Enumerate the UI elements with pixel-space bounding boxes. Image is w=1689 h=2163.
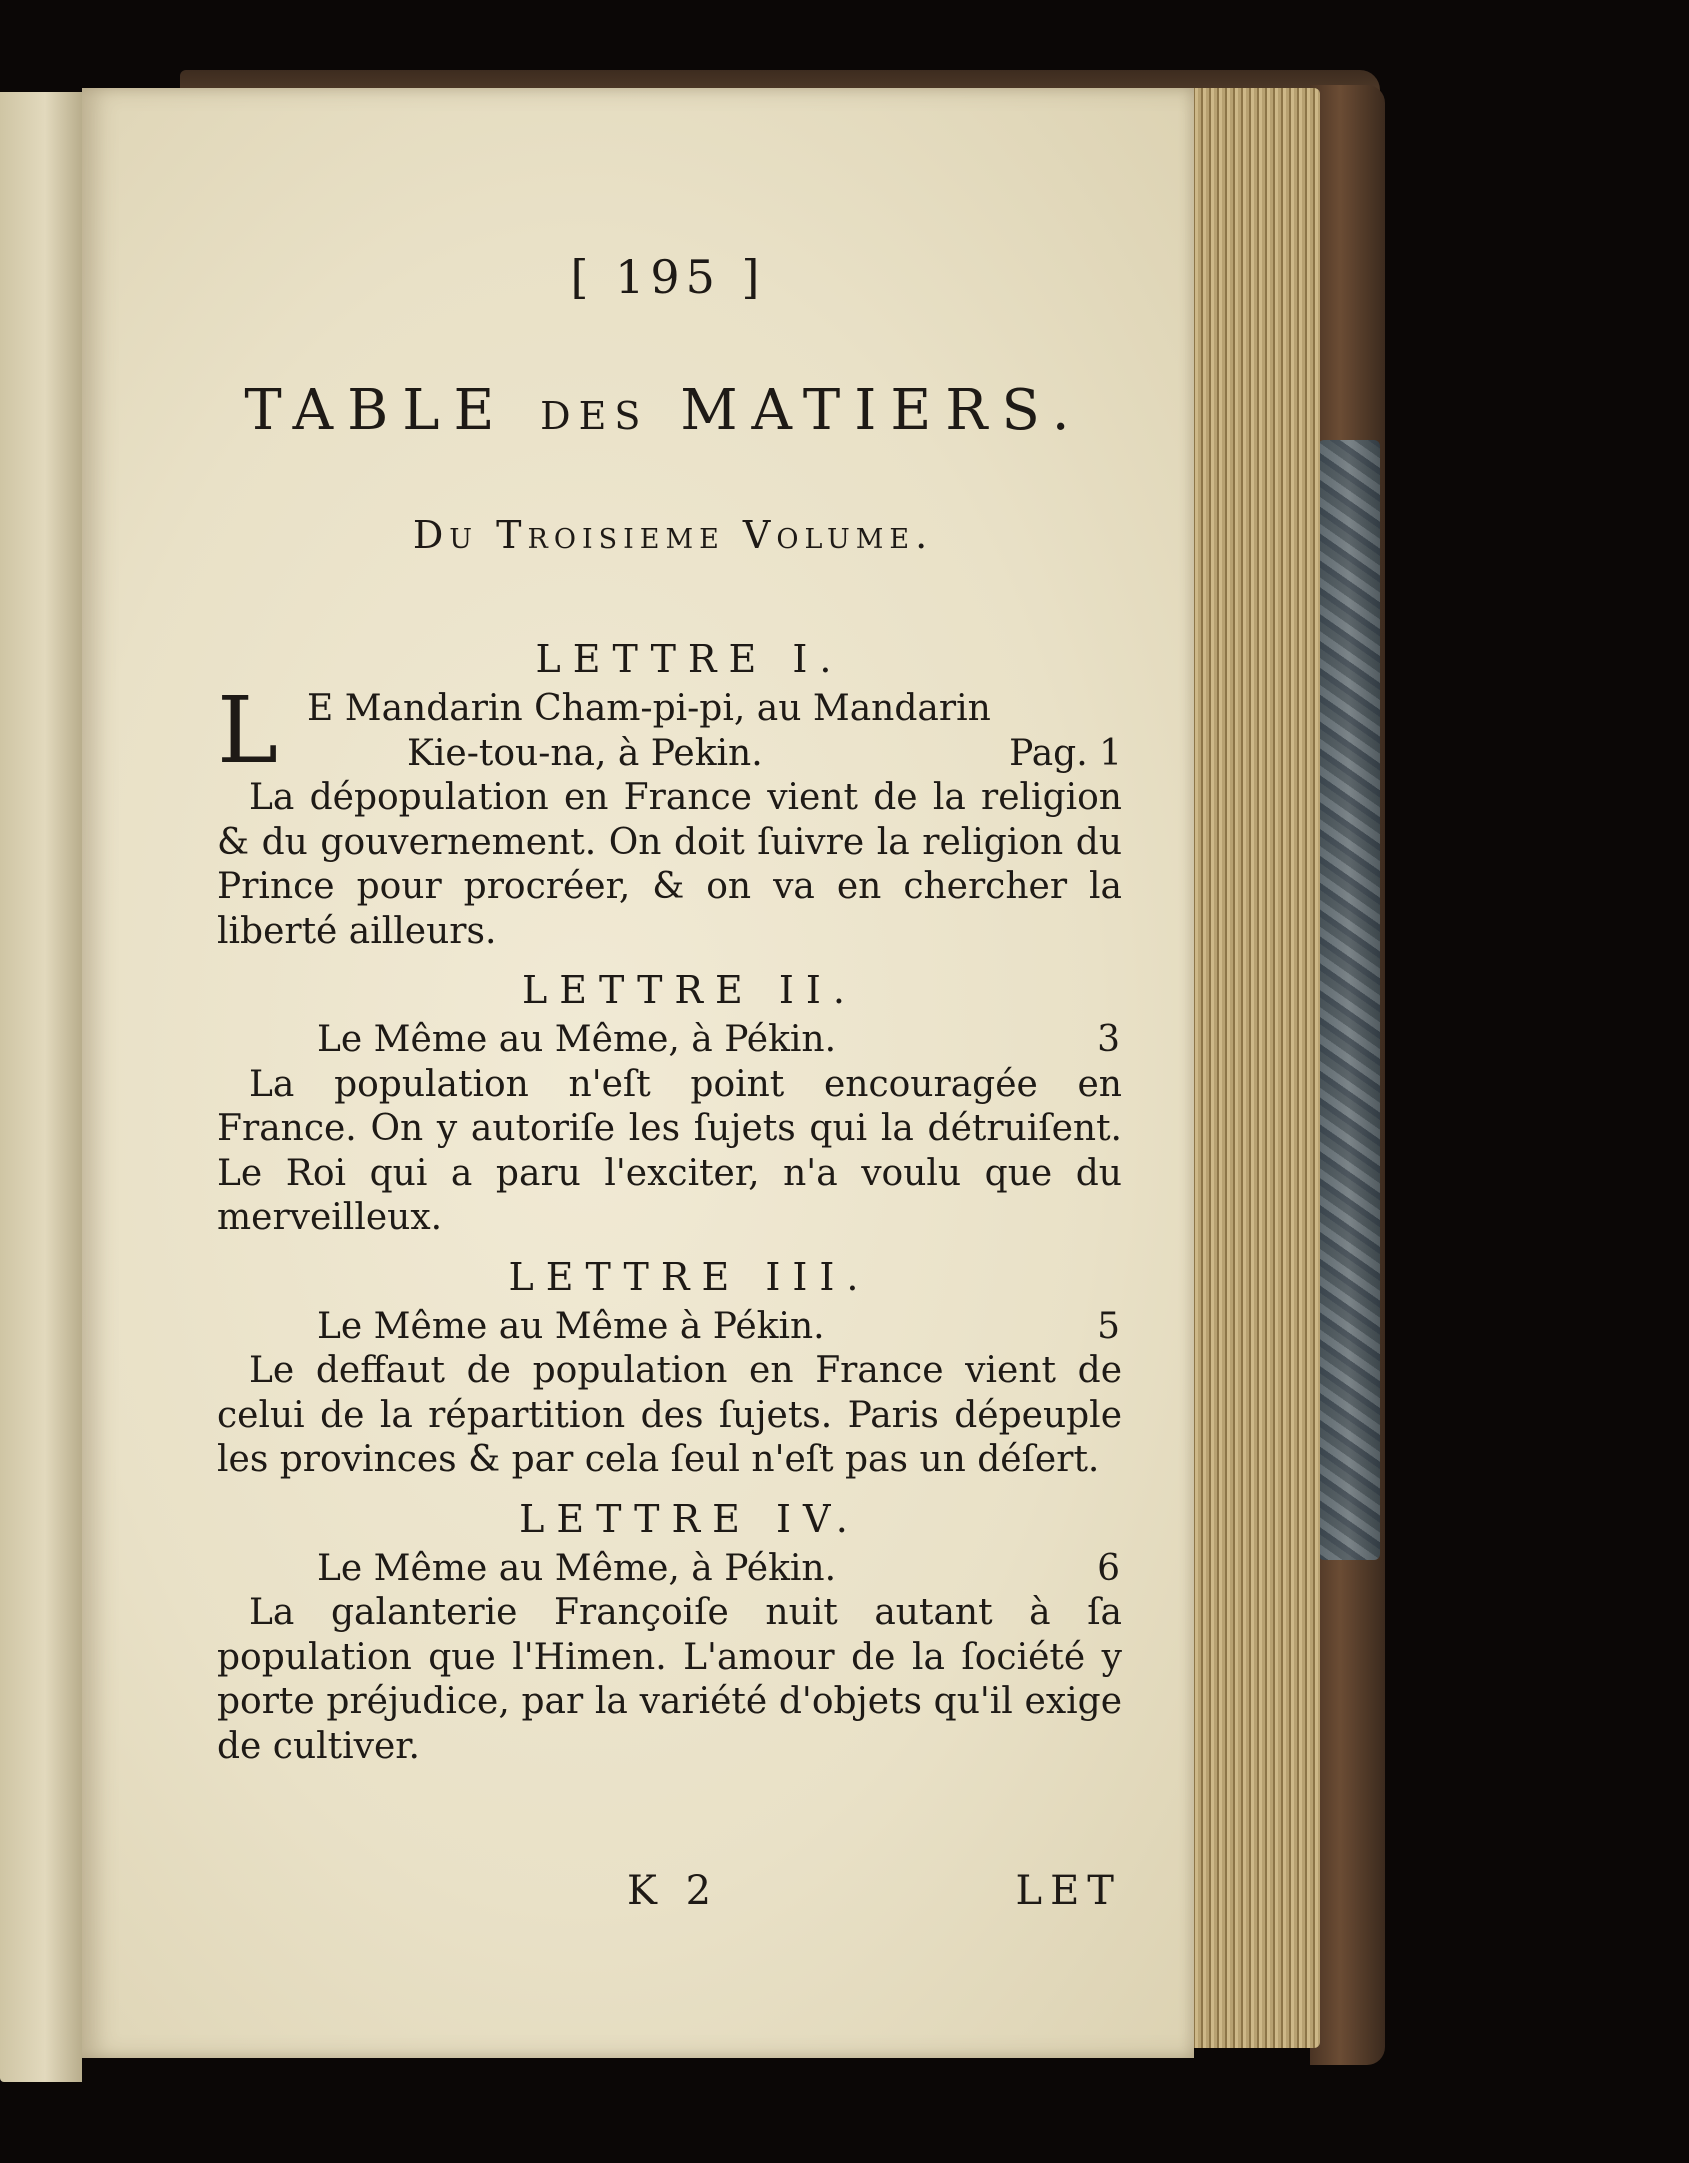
page-reference: 6	[1097, 1547, 1120, 1589]
title-word-des: DES	[540, 394, 649, 438]
letter-summary: La galanterie Françoiſe nuit autant à ſa population que l'Himen. L'amour de la ſociété y porte préjudice, par la variété d'objets qu'il exige de cultiver.	[217, 1592, 1122, 1767]
page-title	[82, 378, 1194, 443]
letter-heading: LETTRE II.	[522, 968, 857, 1012]
letter-entry	[217, 1547, 1122, 1592]
entry-title: Kie-tou-na, à Pekin.	[407, 732, 763, 774]
letter-heading: LETTRE III.	[508, 1254, 871, 1299]
letter-summary: Le deffaut de population en France vient de celui de la répartition des ſujets. Paris dépeuple les provinces & par cela ſeul n'eſt pas un déſert.	[217, 1350, 1122, 1480]
page-number: [ 195 ]	[570, 250, 766, 304]
letter-entry	[217, 1305, 1122, 1350]
book-page	[82, 88, 1194, 2058]
page-reference: 3	[1097, 1019, 1120, 1060]
title-word-table: TABLE	[244, 378, 509, 443]
page-reference: Pag. 1	[1009, 732, 1122, 774]
entry-line: E Mandarin Cham-pi-pi, au Mandarin	[307, 688, 991, 729]
catchword: LET	[1015, 1868, 1122, 1914]
entry-title: Le Même au Même, à Pékin.	[317, 1019, 837, 1060]
letter-heading: LETTRE I.	[535, 637, 844, 681]
letter-heading: LETTRE IV.	[519, 1496, 860, 1541]
letter-entry	[217, 677, 1122, 784]
signature-mark: K 2	[627, 1868, 720, 1914]
entry-title: Le Même au Même, à Pékin.	[317, 1547, 837, 1589]
letter-entry	[217, 1018, 1122, 1063]
entry-title: Le Même au Même à Pékin.	[317, 1305, 825, 1347]
page-reference: 5	[1097, 1305, 1120, 1347]
previous-page-edge	[0, 92, 82, 2082]
page-block-edge	[1190, 88, 1320, 2048]
page-subtitle: Du Troisieme Volume.	[412, 513, 934, 557]
marbled-cover-paper	[1318, 440, 1380, 1560]
title-word-matiers: MATIERS.	[680, 378, 1084, 443]
entry-line	[307, 732, 1122, 777]
letter-summary: La population n'eſt point encouragée en France. On y autoriſe les ſujets qui la détruiſent. Le Roi qui a paru l'exciter, n'a voulu que du merveilleux.	[217, 1063, 1122, 1238]
drop-cap: L	[217, 677, 279, 784]
table-of-contents	[217, 623, 1122, 1769]
letter-summary: La dépopulation en France vient de la religion & du gouvernement. On doit ſuivre la religion du Prince pour procréer, & on va en chercher la liberté ailleurs.	[217, 777, 1122, 952]
